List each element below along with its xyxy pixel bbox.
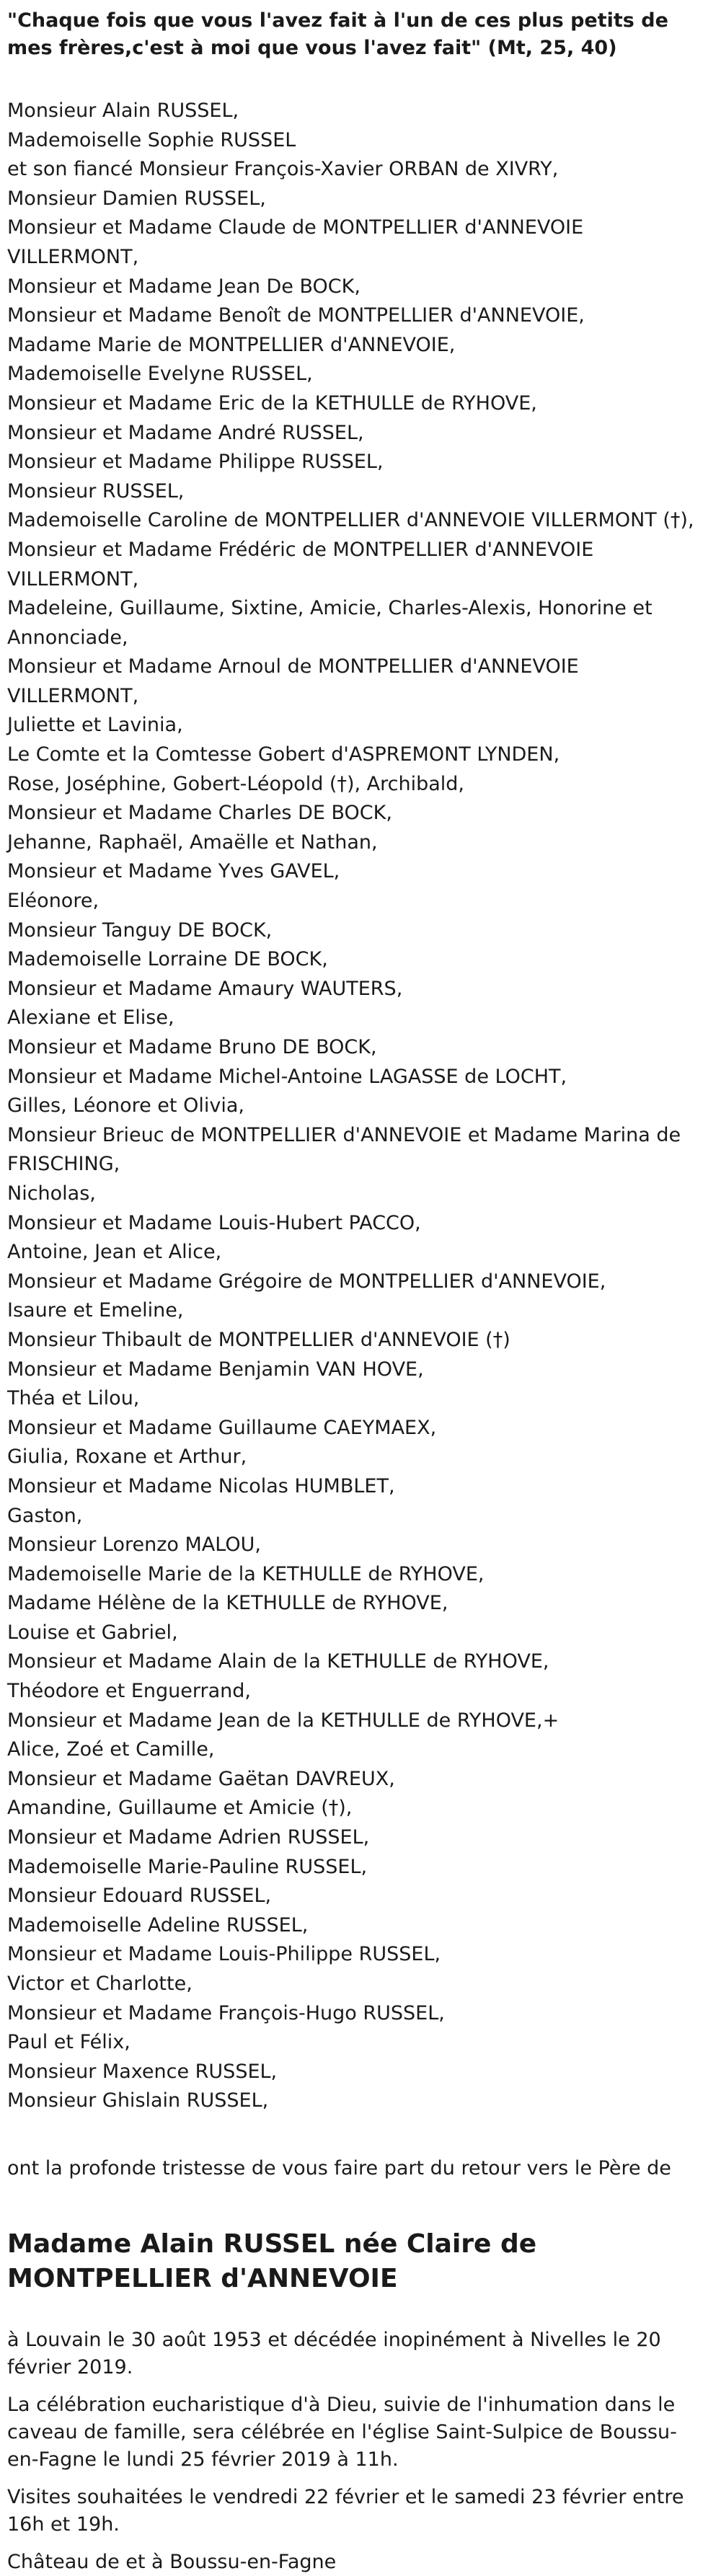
deceased-name: Madame Alain RUSSEL née Claire de MONTPELLIER d'ANNEVOIE <box>7 2228 537 2293</box>
family-name-line: Monsieur Edouard RUSSEL, <box>7 1885 272 1908</box>
family-name-line: Monsieur RUSSEL, <box>7 479 185 503</box>
family-name-line: Alexiane et Elise, <box>7 1006 174 1030</box>
family-name-line: Jehanne, Raphaël, Amaëlle et Nathan, <box>7 831 378 854</box>
family-name-line: Monsieur et Madame Amaury WAUTERS, <box>7 977 403 1000</box>
family-name-line: Monsieur et Madame Louis-Philippe RUSSEL, <box>7 1943 441 1966</box>
family-name-line: Mademoiselle Lorraine DE BOCK, <box>7 948 328 971</box>
family-name-line: Monsieur et Madame Claude de MONTPELLIER d'ANNEVOIE VILLERMONT, <box>7 216 584 268</box>
family-name-line: FRISCHING, <box>7 1153 120 1176</box>
family-name-line: Gaston, <box>7 1504 83 1527</box>
ceremony-info: La célébration eucharistique d'à Dieu, suivie de l'inhumation dans le caveau de famille, sera célébrée en l'église Saint-Sulpice de Boussu-en-Fagne le lundi 25 février 2019 à 11h. <box>7 2393 677 2471</box>
family-name-line: Le Comte et la Comtesse Gobert d'ASPREMONT LYNDEN, <box>7 743 560 766</box>
family-name-line: Monsieur et Madame Bruno DE BOCK, <box>7 1036 377 1058</box>
family-name-line: Monsieur et Madame Michel-Antoine LAGASSE de LOCHT, <box>7 1065 567 1088</box>
family-name-line: VILLERMONT, <box>7 567 139 590</box>
family-name-line: Monsieur et Madame Louis-Hubert PACCO, <box>7 1211 421 1234</box>
family-name-line: Alice, Zoé et Camille, <box>7 1738 215 1761</box>
bible-quote: "Chaque fois que vous l'avez fait à l'un de ces plus petits de mes frères,c'est à moi que vous l'avez fait" (Mt, 25, 40) <box>7 9 668 59</box>
family-name-line: Louise et Gabriel, <box>7 1621 178 1644</box>
family-name-line: Madame Marie de MONTPELLIER d'ANNEVOIE, <box>7 333 456 356</box>
family-name-line: Monsieur et Madame Benoît de MONTPELLIER d'ANNEVOIE, <box>7 304 585 327</box>
visiting-hours: Visites souhaitées le vendredi 22 février et le samedi 23 février entre 16h et 19h. <box>7 2485 684 2536</box>
family-name-line: Monsieur et Madame Nicolas HUMBLET, <box>7 1474 395 1497</box>
family-name-line: Monsieur et Madame Jean de la KETHULLE de RYHOVE,+ <box>7 1709 559 1732</box>
family-name-line: Monsieur Maxence RUSSEL, <box>7 2060 278 2083</box>
family-name-line: Amandine, Guillaume et Amicie (†), <box>7 1797 353 1820</box>
family-name-line: Rose, Joséphine, Gobert-Léopold (†), Archibald, <box>7 772 464 795</box>
birth-death-info: à Louvain le 30 août 1953 et décédée inopinément à Nivelles le 20 février 2019. <box>7 2328 661 2378</box>
family-name-line: Giulia, Roxane et Arthur, <box>7 1446 247 1469</box>
family-name-line: Monsieur et Madame Adrien RUSSEL, <box>7 1826 370 1849</box>
family-name-line: Monsieur et Madame Yves GAVEL, <box>7 860 340 883</box>
family-name-line: Monsieur et Madame Alain de la KETHULLE de RYHOVE, <box>7 1650 549 1673</box>
family-name-line: Monsieur Damien RUSSEL, <box>7 187 266 210</box>
family-name-line: Antoine, Jean et Alice, <box>7 1241 222 1264</box>
family-name-line: Paul et Félix, <box>7 2031 131 2054</box>
family-name-line: Mademoiselle Marie de la KETHULLE de RYHOVE, <box>7 1562 485 1585</box>
family-name-line: Monsieur et Madame Arnoul de MONTPELLIER d'ANNEVOIE VILLERMONT, <box>7 655 579 707</box>
family-names-list <box>7 97 708 2116</box>
family-name-line: Annonciade, <box>7 626 128 649</box>
family-name-line: Monsieur et Madame Eric de la KETHULLE de RYHOVE, <box>7 391 537 415</box>
announcement-intro: ont la profonde tristesse de vous faire part du retour vers le Père de <box>7 2156 671 2179</box>
family-name-line: Monsieur et Madame Benjamin VAN HOVE, <box>7 1358 424 1381</box>
family-name-line: Monsieur et Madame André RUSSEL, <box>7 421 364 444</box>
family-name-line: Monsieur Brieuc de MONTPELLIER d'ANNEVOIE et Madame Marina de <box>7 1123 681 1146</box>
family-name-line: Mademoiselle Evelyne RUSSEL, <box>7 363 313 386</box>
family-name-line: Monsieur Ghislain RUSSEL, <box>7 2089 269 2112</box>
family-name-line: Monsieur et Madame Jean De BOCK, <box>7 275 360 298</box>
family-name-line: Eléonore, <box>7 890 99 913</box>
funeral-details <box>7 2327 708 2576</box>
family-name-line: Monsieur et Madame Grégoire de MONTPELLIER d'ANNEVOIE, <box>7 1270 606 1293</box>
family-name-line: Monsieur et Madame François-Hugo RUSSEL, <box>7 2001 445 2024</box>
family-name-line: Théa et Lilou, <box>7 1387 140 1410</box>
family-name-line: Monsieur Tanguy DE BOCK, <box>7 919 273 942</box>
family-name-line: Monsieur Thibault de MONTPELLIER d'ANNEVOIE (†) <box>7 1328 510 1351</box>
family-name-line: Mademoiselle Sophie RUSSEL <box>7 128 296 151</box>
family-name-line: Madeleine, Guillaume, Sixtine, Amicie, Charles-Alexis, Honorine et <box>7 597 653 620</box>
family-name-line: Madame Hélène de la KETHULLE de RYHOVE, <box>7 1592 448 1615</box>
family-name-line: Monsieur et Madame Guillaume CAEYMAEX, <box>7 1416 437 1439</box>
residence-address: Château de et à Boussu-en-Fagne <box>7 2550 337 2573</box>
family-name-line: Gilles, Léonore et Olivia, <box>7 1094 244 1117</box>
family-name-line: Monsieur et Madame Gaëtan DAVREUX, <box>7 1767 395 1790</box>
family-name-line: Monsieur et Madame Frédéric de MONTPELLIER d'ANNEVOIE <box>7 538 594 561</box>
family-name-line: Victor et Charlotte, <box>7 1973 193 1995</box>
family-name-line: Monsieur Lorenzo MALOU, <box>7 1533 261 1557</box>
family-name-line: Mademoiselle Adeline RUSSEL, <box>7 1913 309 1937</box>
family-name-line: Monsieur Alain RUSSEL, <box>7 99 239 122</box>
family-name-line: Théodore et Enguerrand, <box>7 1680 252 1703</box>
family-name-line: Mademoiselle Marie-Pauline RUSSEL, <box>7 1855 368 1878</box>
family-name-line: Isaure et Emeline, <box>7 1299 184 1322</box>
family-name-line: Monsieur et Madame Philippe RUSSEL, <box>7 451 384 474</box>
family-name-line: Monsieur et Madame Charles DE BOCK, <box>7 802 392 825</box>
family-name-line: Mademoiselle Caroline de MONTPELLIER d'ANNEVOIE VILLERMONT (†), <box>7 509 694 532</box>
family-name-line: Nicholas, <box>7 1182 96 1205</box>
family-name-line: Juliette et Lavinia, <box>7 714 183 737</box>
family-name-line: et son fiancé Monsieur François-Xavier ORBAN de XIVRY, <box>7 158 559 181</box>
